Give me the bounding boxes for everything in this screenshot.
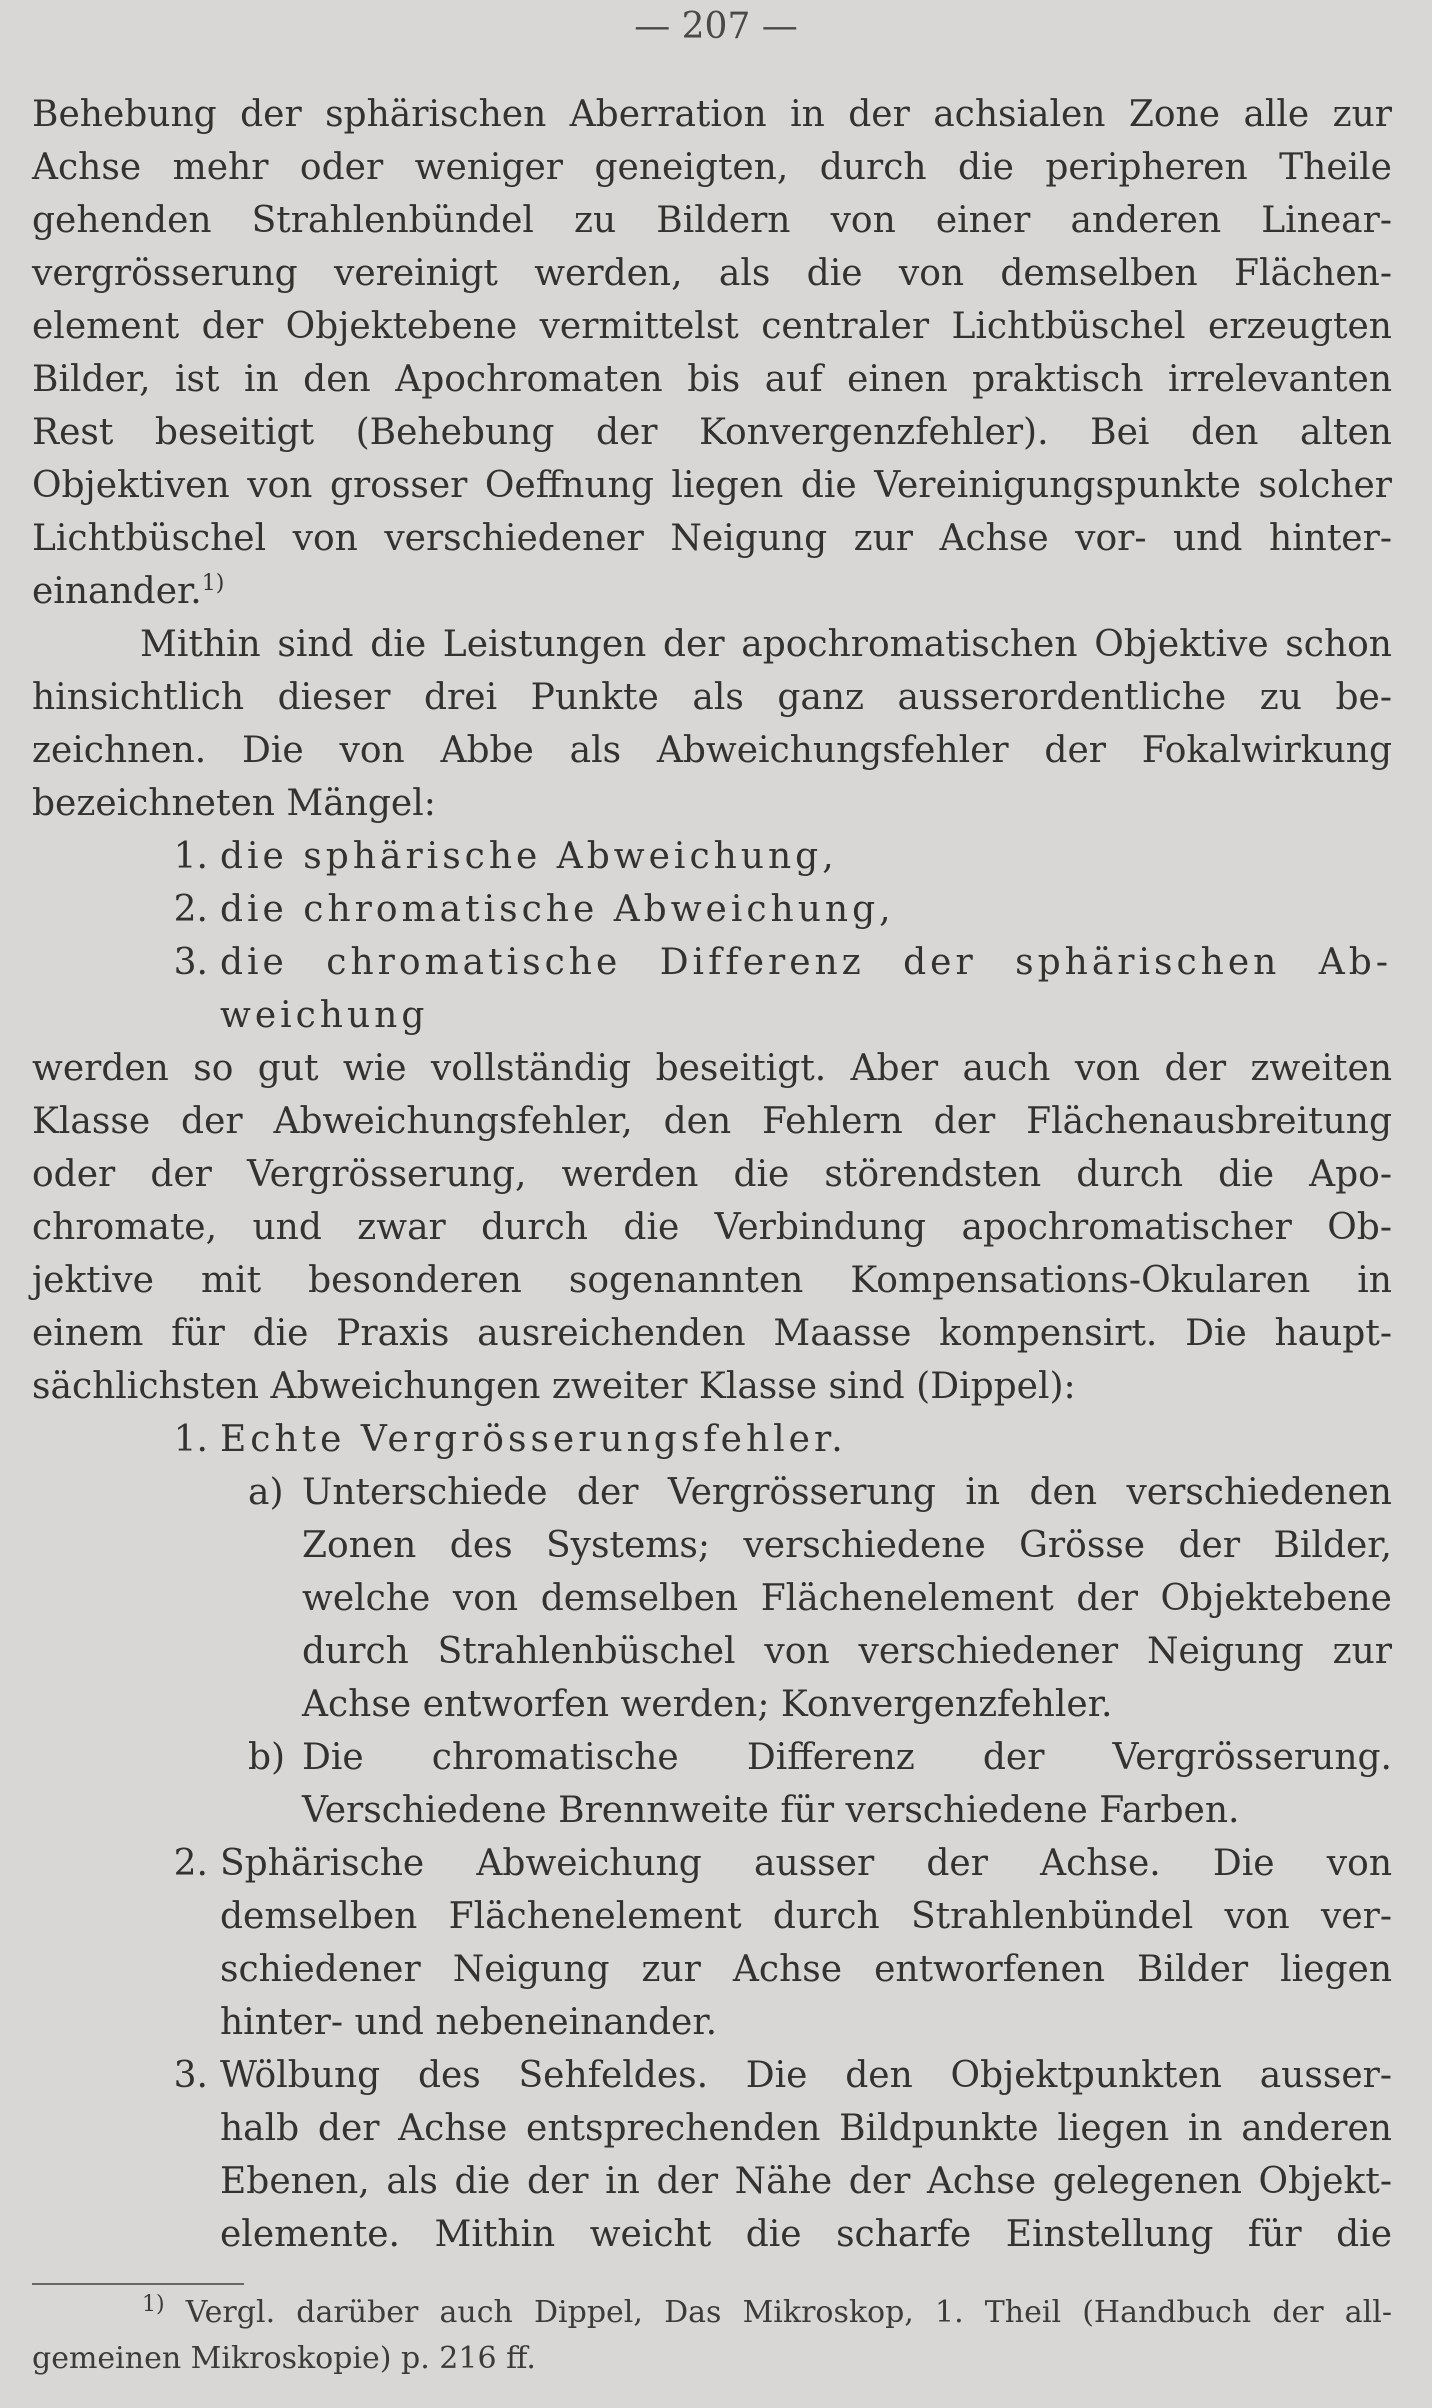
footnote-mark: 1) <box>142 2292 165 2317</box>
text-line <box>32 565 1392 618</box>
list-text-continuation: weichung <box>220 995 429 1036</box>
list-text: Wölbung des Sehfeldes. Die den Objektpunkten ausser- <box>220 2055 1392 2096</box>
text-line: sächlichsten Abweichungen zweiter Klasse sind (Dippel): <box>32 1366 1076 1407</box>
list-abweichungsfehler <box>32 830 1392 1042</box>
list-text-continuation: Zonen des Systems; verschiedene Grösse der Bilder, <box>302 1525 1392 1566</box>
footnote-rule <box>32 2283 244 2285</box>
text-line: chromate, und zwar durch die Verbindung apochromatischer Ob- <box>32 1207 1392 1248</box>
list-text-continuation: hinter- und nebeneinander. <box>220 2002 718 2043</box>
list-text-continuation: halb der Achse entsprechenden Bildpunkte liegen in anderen <box>220 2108 1392 2149</box>
list-number: 2. <box>173 889 208 930</box>
text-line: jektive mit besonderen sogenannten Kompensations-Okularen in <box>32 1260 1392 1301</box>
list-text-continuation: durch Strahlenbüschel von verschiedener Neigung zur <box>302 1631 1392 1672</box>
sub-list-item <box>32 1731 1392 1784</box>
text-line: gehenden Strahlenbündel zu Bildern von einer anderen Linear- <box>32 200 1392 241</box>
footnote-line <box>32 2290 1392 2336</box>
text-line: Lichtbüschel von verschiedener Neigung zur Achse vor- und hinter- <box>32 518 1392 559</box>
list-text: die chromatische Differenz der sphärischen Ab- <box>220 942 1392 983</box>
sub-list-letter: a) <box>248 1472 284 1513</box>
text-line: Bilder, ist in den Apochromaten bis auf einen praktisch irrelevanten <box>32 359 1392 400</box>
footnote <box>32 2290 1392 2382</box>
list-number: 3. <box>173 2055 208 2096</box>
sub-list-item <box>32 1466 1392 1519</box>
list-text: Die chromatische Differenz der Vergrösserung. <box>302 1737 1392 1778</box>
page-body <box>32 88 1392 2261</box>
list-number: 2. <box>173 1843 208 1884</box>
text-fragment: einander. <box>32 571 202 612</box>
footnote-reference: 1) <box>201 571 225 596</box>
footnote-line: gemeinen Mikroskopie) p. 216 ff. <box>32 2341 536 2376</box>
list-text: Sphärische Abweichung ausser der Achse. Die von <box>220 1843 1392 1884</box>
text-line: Behebung der sphärischen Aberration in der achsialen Zone alle zur <box>32 94 1392 135</box>
text-line: hinsichtlich dieser drei Punkte als ganz ausserordentliche zu be- <box>32 677 1392 718</box>
list-text-continuation: elemente. Mithin weicht die scharfe Einstellung für die <box>220 2214 1392 2255</box>
text-line: Klasse der Abweichungsfehler, den Fehlern der Flächenausbreitung <box>32 1101 1392 1142</box>
text-line: Achse mehr oder weniger geneigten, durch die peripheren Theile <box>32 147 1392 188</box>
page-number: — 207 — <box>634 6 798 47</box>
list-text-continuation: Verschiedene Brennweite für verschiedene Farben. <box>302 1790 1240 1831</box>
list-number: 3. <box>173 942 208 983</box>
list-number: 1. <box>173 1419 208 1460</box>
paragraph-zweite-klasse <box>32 1042 1392 1413</box>
list-text-continuation: Ebenen, als die der in der Nähe der Achse gelegenen Objekt- <box>220 2161 1392 2202</box>
text-line: Mithin sind die Leistungen der apochromatischen Objektive schon <box>140 624 1392 665</box>
footnote-text: Vergl. darüber auch Dippel, Das Mikroskop, 1. Theil (Handbuch der all- <box>185 2295 1392 2330</box>
list-item <box>32 1837 1392 1890</box>
sub-list-letter: b) <box>248 1737 286 1778</box>
list-heading: Echte Vergrösserungsfehler. <box>220 1419 847 1460</box>
list-item <box>32 2049 1392 2102</box>
list-text-continuation: Achse entworfen werden; Konvergenzfehler. <box>302 1684 1113 1725</box>
list-text: die chromatische Abweichung, <box>220 889 895 930</box>
list-item <box>32 1413 1392 1466</box>
list-item <box>32 830 1392 883</box>
list-text: die sphärische Abweichung, <box>220 836 838 877</box>
list-number: 1. <box>173 836 208 877</box>
paragraph-aberration <box>32 88 1392 618</box>
text-line: Rest beseitigt (Behebung der Konvergenzfehler). Bei den alten <box>32 412 1392 453</box>
paragraph-leistungen <box>32 618 1392 830</box>
list-text-continuation: demselben Flächenelement durch Strahlenbündel von ver- <box>220 1896 1392 1937</box>
text-line: Objektiven von grosser Oeffnung liegen die Vereinigungspunkte solcher <box>32 465 1392 506</box>
text-line: bezeichneten Mängel: <box>32 783 436 824</box>
text-line: element der Objektebene vermittelst centraler Lichtbüschel erzeugten <box>32 306 1392 347</box>
text-line: einem für die Praxis ausreichenden Maasse kompensirt. Die haupt- <box>32 1313 1392 1354</box>
list-text-continuation: schiedener Neigung zur Achse entworfenen Bilder liegen <box>220 1949 1392 1990</box>
list-item <box>32 936 1392 989</box>
text-line: vergrösserung vereinigt werden, als die von demselben Flächen- <box>32 253 1392 294</box>
list-zweite-klasse <box>32 1413 1392 2261</box>
text-line: zeichnen. Die von Abbe als Abweichungsfehler der Fokalwirkung <box>32 730 1392 771</box>
list-text: Unterschiede der Vergrösserung in den verschiedenen <box>302 1472 1392 1513</box>
text-line: oder der Vergrösserung, werden die störendsten durch die Apo- <box>32 1154 1392 1195</box>
list-text-continuation: welche von demselben Flächenelement der Objektebene <box>302 1578 1392 1619</box>
list-item <box>32 883 1392 936</box>
text-line: werden so gut wie vollständig beseitigt. Aber auch von der zweiten <box>32 1048 1392 1089</box>
